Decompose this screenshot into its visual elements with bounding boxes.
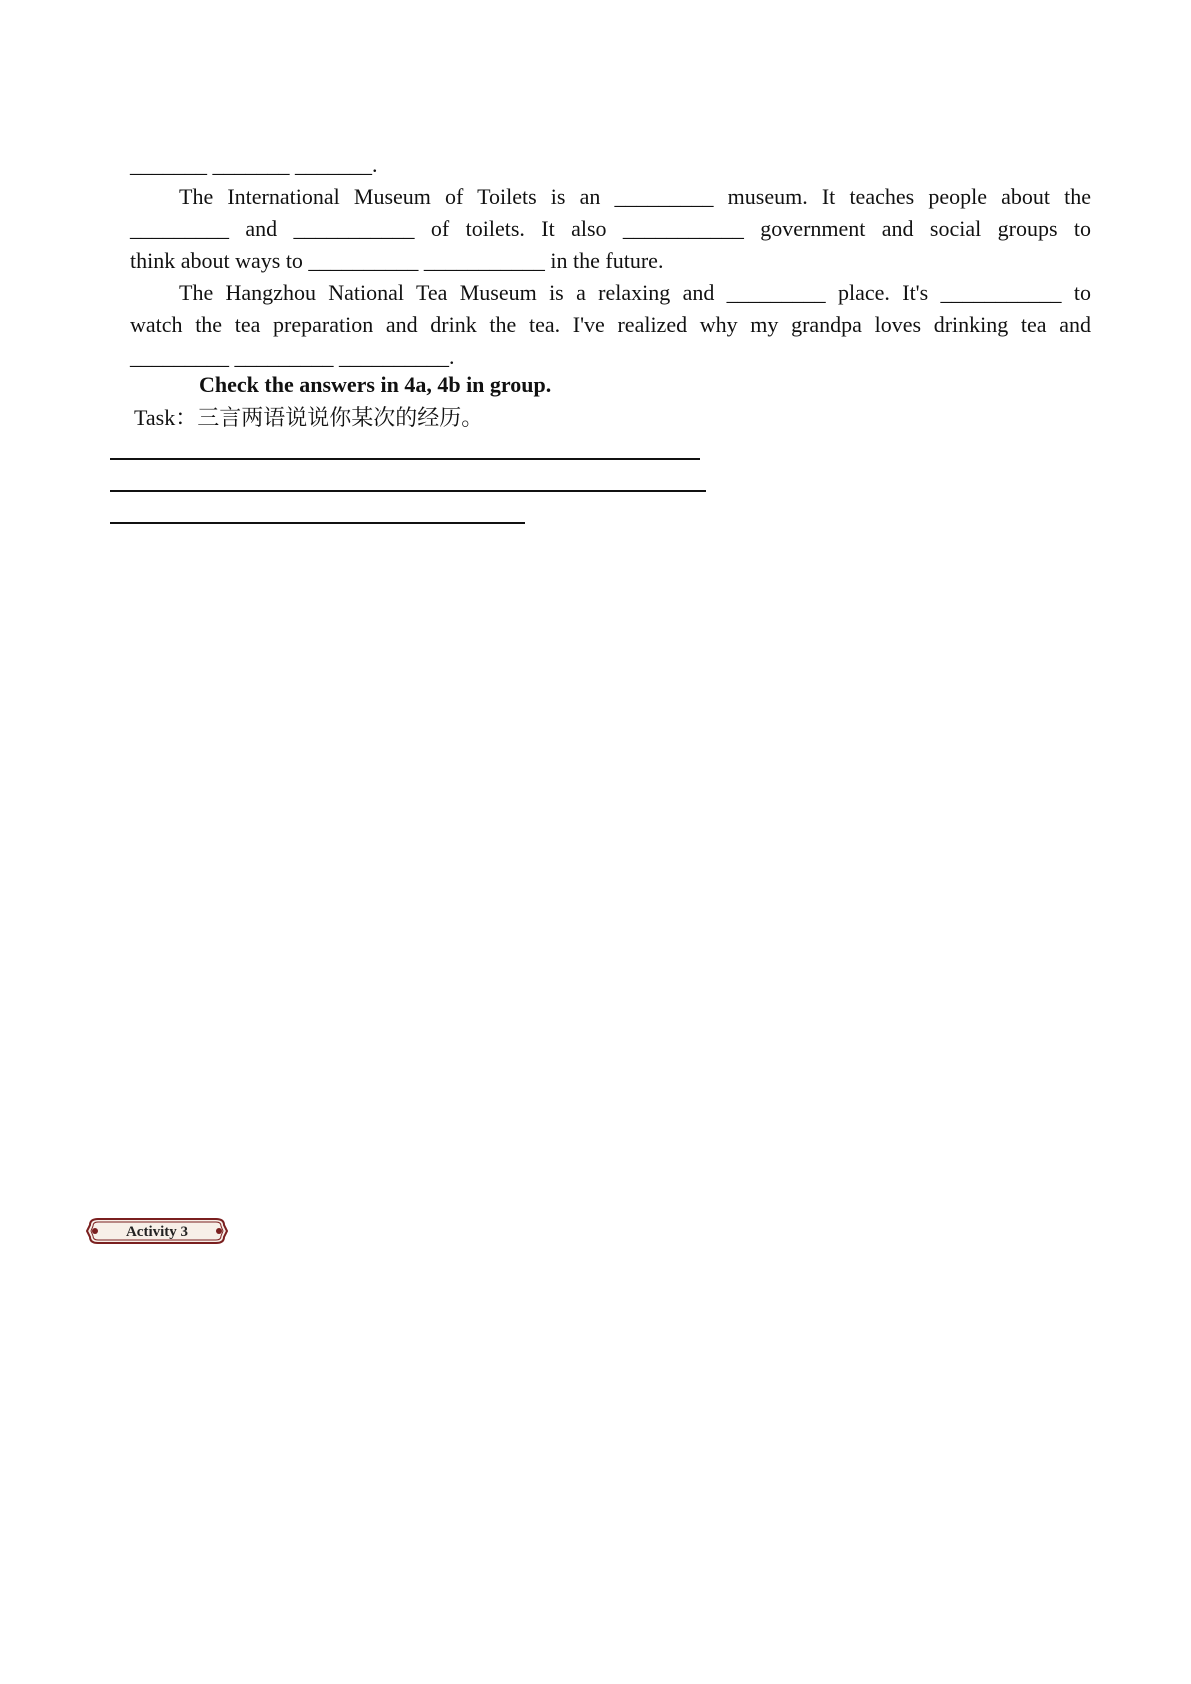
- tea-paragraph-line-3: _________ _________ __________.: [130, 344, 455, 369]
- toilets-paragraph-line-1: The International Museum of Toilets is an _________ museum. It teaches people about the: [179, 184, 1091, 209]
- check-answers-instruction: Check the answers in 4a, 4b in group.: [199, 372, 552, 397]
- activity-badge: [86, 1215, 228, 1247]
- tea-paragraph-line-1: The Hangzhou National Tea Museum is a relaxing and _________ place. It's ___________ to: [179, 280, 1091, 305]
- answer-writing-line-1[interactable]: [110, 458, 700, 460]
- answer-writing-line-3[interactable]: [110, 522, 525, 524]
- activity-badge-label: Activity 3: [125, 1224, 189, 1240]
- task-prompt: Task：三言两语说说你某次的经历。: [134, 405, 484, 430]
- toilets-paragraph-line-2: _________ and ___________ of toilets. It also ___________ government and social groups to: [130, 216, 1091, 241]
- activity-badge-frame-icon: [86, 1215, 228, 1247]
- top-blank-line: [130, 149, 1091, 181]
- toilets-paragraph: [130, 181, 1091, 277]
- tea-paragraph-line-2: watch the tea preparation and drink the tea. I've realized why my grandpa loves drinking tea and: [130, 312, 1091, 337]
- toilets-paragraph-line-3: think about ways to __________ ___________ in the future.: [130, 248, 664, 273]
- top-blank-text: _______ _______ _______.: [130, 152, 378, 177]
- answer-writing-line-2[interactable]: [110, 490, 706, 492]
- tea-paragraph: [130, 277, 1091, 373]
